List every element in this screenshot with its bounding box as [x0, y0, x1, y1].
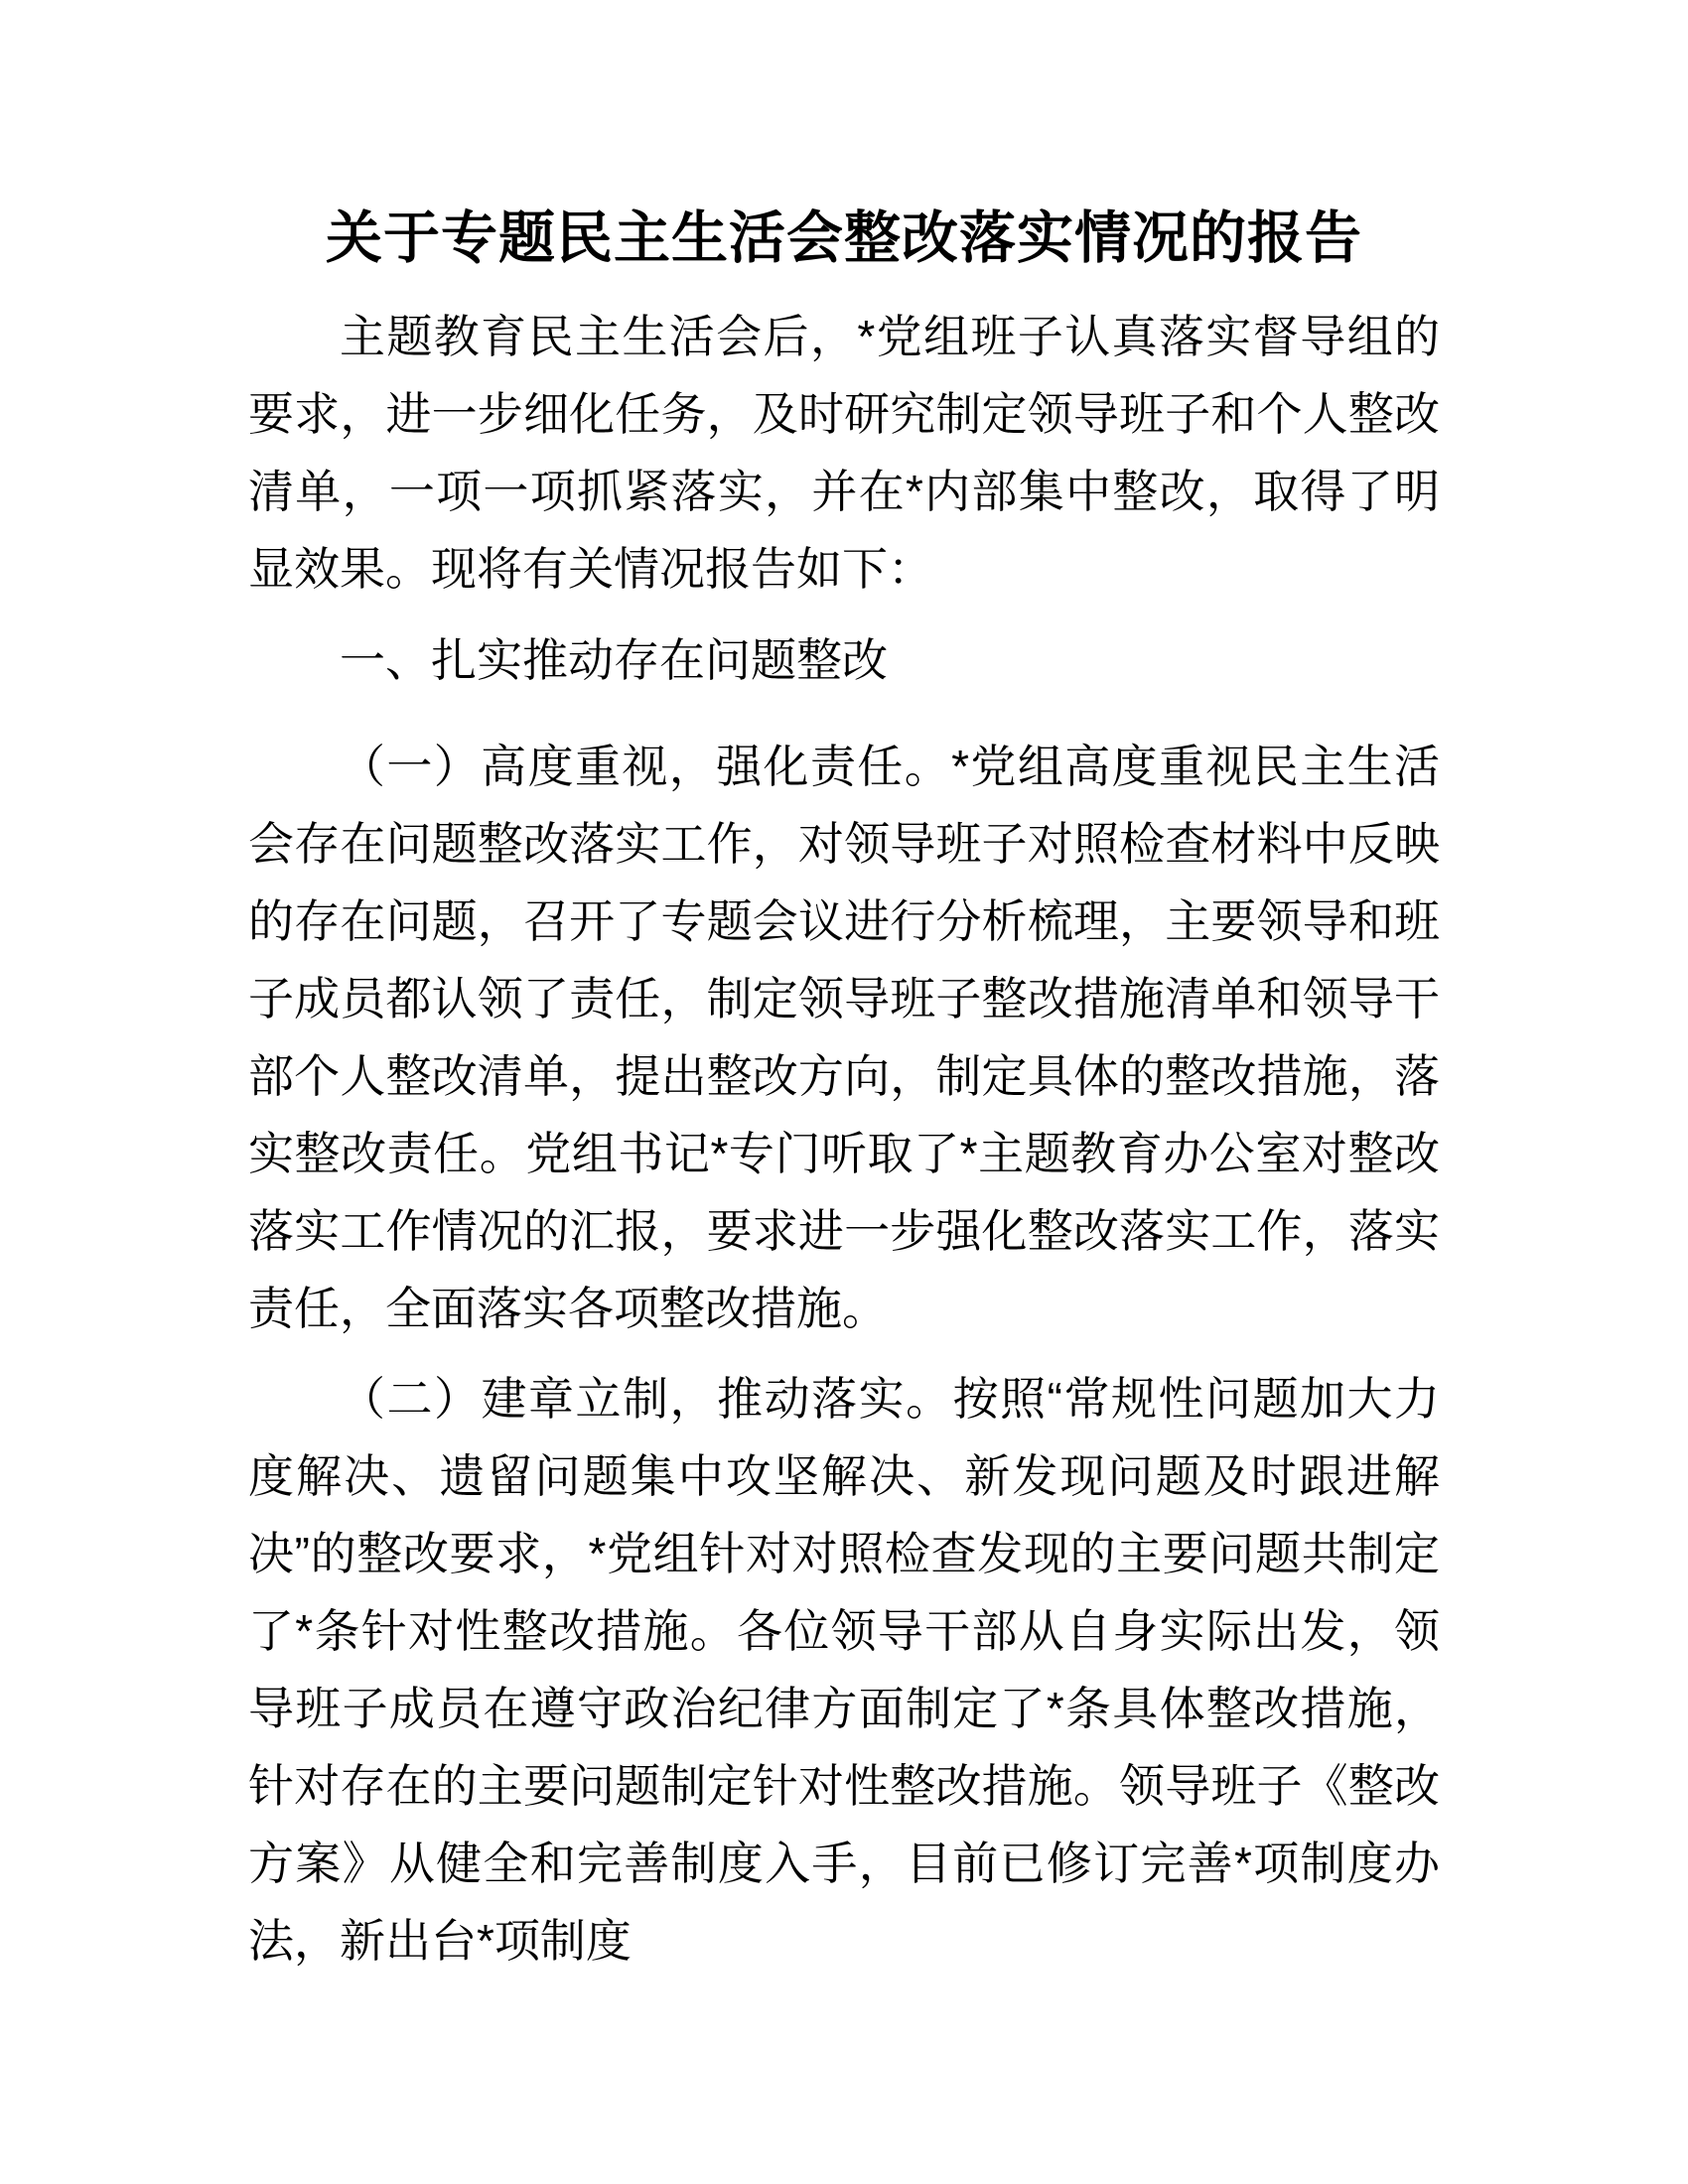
section-heading-1: 一、扎实推动存在问题整改 — [340, 634, 888, 686]
paragraph-item-1: （一）高度重视，强化责任。*党组高度重视民主生活会存在问题整改落实工作，对领导班子对照检查材料中反映的存在问题，召开了专题会议进行分析梳理，主要领导和班子成员都认领了责任，制定领导班子整改措施清单和领导干部个人整改清单，提出整改方向，制定具体的整改措施，落实整改责任。党组书记*专门听取了*主题教育办公室对整改落实工作情况的汇报，要求进一步强化整改落实工作，落实责任，全面落实各项整改措施。 — [248, 741, 1440, 1334]
document-title: 关于专题民主生活会整改落实情况的报告 — [326, 206, 1362, 270]
paragraph-item-2: （二）建章立制，推动落实。按照“常规性问题加大力度解决、遗留问题集中攻坚解决、新发现问题及时跟进解决”的整改要求，*党组针对对照检查发现的主要问题共制定了*条针对性整改措施。各位领导干部从自身实际出发，领导班子成员在遵守政治纪律方面制定了*条具体整改措施，针对存在的主要问题制定针对性整改措施。领导班子《整改方案》从健全和完善制度入手，目前已修订完善*项制度办法，新出台*项制度 — [248, 1373, 1440, 1967]
intro-paragraph: 主题教育民主生活会后，*党组班子认真落实督导组的要求，进一步细化任务，及时研究制定领导班子和个人整改清单，一项一项抓紧落实，并在*内部集中整改，取得了明显效果。现将有关情况报告如下： — [248, 311, 1440, 595]
